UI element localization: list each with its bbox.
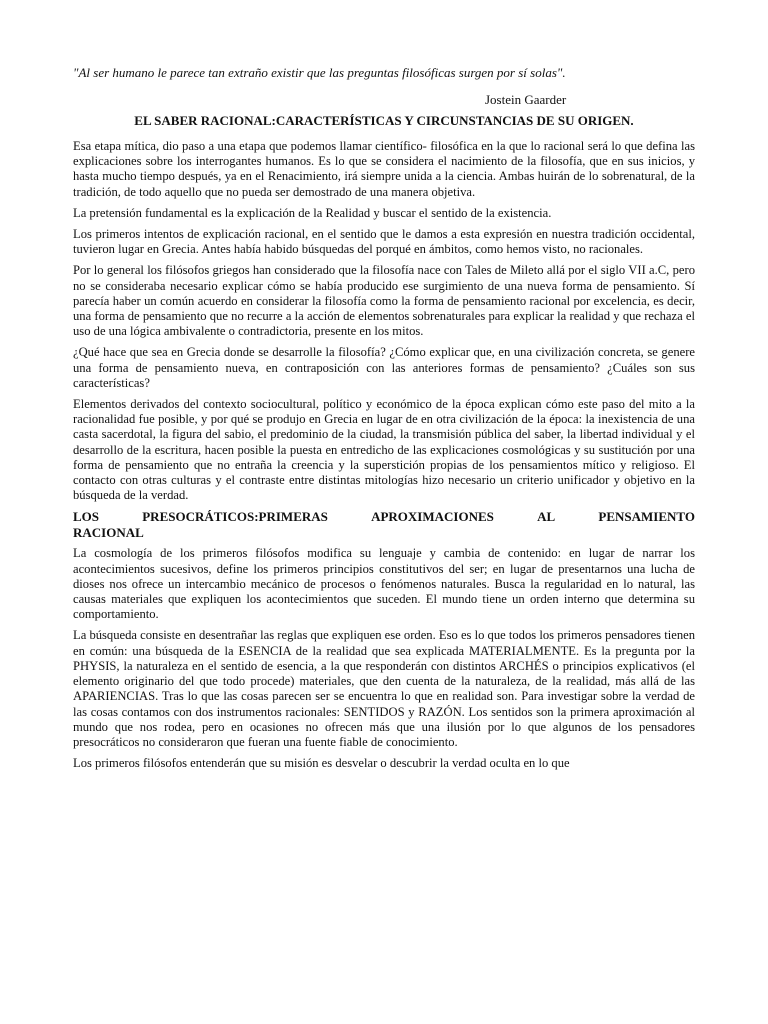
epigraph-author: Jostein Gaarder [485,92,567,107]
paragraph: Los primeros intentos de explicación racional, en el sentido que le damos a esta expresión en nuestra tradición occidental, tuvieron lugar en Grecia. Antes había habido búsquedas del porqué en ámbitos, como hemos visto, no racionales. [73,227,695,257]
section-heading [73,509,695,540]
epigraph-quote: "Al ser humano le parece tan extraño existir que las preguntas filosóficas surgen por sí solas". [73,65,566,80]
heading-word: PRESOCRÁTICOS:PRIMERAS [142,509,328,525]
document-title: EL SABER RACIONAL:CARACTERÍSTICAS Y CIRCUNSTANCIAS DE SU ORIGEN. [134,113,634,128]
heading-word: PENSAMIENTO [598,509,695,525]
heading-tail: RACIONAL [73,524,144,540]
heading-word: LOS [73,509,100,525]
section-heading-line [73,509,695,525]
heading-word: AL [537,509,556,525]
paragraph: La pretensión fundamental es la explicación de la Realidad y buscar el sentido de la existencia. [73,205,552,220]
heading-word: APROXIMACIONES [371,509,494,525]
document-page [73,64,695,777]
paragraph: Los primeros filósofos entenderán que su misión es desvelar o descubrir la verdad oculta en lo que [73,756,570,771]
paragraph: ¿Qué hace que sea en Grecia donde se desarrolle la filosofía? ¿Cómo explicar que, en una civilización concreta, se genere una forma de pensamiento nueva, en contraposición con las anteriores formas de pensamiento? ¿Cuáles son sus características? [73,345,695,390]
paragraph: Por lo general los filósofos griegos han considerado que la filosofía nace con Tales de Mileto allá por el siglo VII a.C, pero no se consideraba necesario explicar cómo se había producido ese surgimiento de una nueva forma de pensamiento. Sí parecía haber un común acuerdo en considerar la filosofía como la forma de pensamiento racional por excelencia, es decir, una forma de pensamiento que no recurre a la acción de elementos sobrenaturales para explicar la realidad y que rechaza el uso de una lógica ambivalente o contradictoria, presente en los mitos. [73,263,695,339]
paragraph: La cosmología de los primeros filósofos modifica su lenguaje y cambia de contenido: en lugar de narrar los acontecimientos sucesivos, define los primeros principios constitutivos del ser; en lugar de presentarnos una lucha de dioses nos ofrece un intercambio mecánico de procesos o fenómenos naturales. Busca la regularidad en lo natural, las causas materiales que expliquen los acontecimientos que suceden. El mundo tiene un orden interno que determina su comportamiento. [73,546,695,622]
paragraph: La búsqueda consiste en desentrañar las reglas que expliquen ese orden. Eso es lo que todos los primeros pensadores tienen en común: una búsqueda de la ESENCIA de la realidad que sea explicada MATERIALMENTE. Es la pregunta por la PHYSIS, la naturaleza en el sentido de esencia, a la que responderán con distintos ARCHÉS o principios explicativos (el elemento originario del que todo procede) materiales, que den cuenta de la naturaleza, de la realidad, más allá de las APARIENCIAS. Tras lo que las cosas parecen ser se encuentra lo que en realidad son. Para investigar sobre la verdad de las cosas contamos con dos instrumentos racionales: SENTIDOS y RAZÓN. Los sentidos son la primera aproximación al mundo que nos rodea, pero en ocasiones no ofrecen más que una ilusión por lo que algunos de los pensadores presocráticos no consideraron que fueran una fuente fiable de conocimiento. [73,628,695,749]
paragraph: Esa etapa mítica, dio paso a una etapa que podemos llamar científico- filosófica en la que lo racional será lo que defina las explicaciones sobre los interrogantes humanos. Es lo que se considera el nacimiento de la filosofía, que en sus inicios, y hasta mucho tiempo después, ya en el Renacimiento, irá siempre unida a la ciencia. Ambas huirán de lo sobrenatural, de la tradición, de todo aquello que no pueda ser demostrado de una manera objetiva. [73,139,695,199]
paragraph: Elementos derivados del contexto sociocultural, político y económico de la época explican cómo este paso del mito a la racionalidad fue posible, y por qué se produjo en Grecia en lugar de en otra civilización de la época: la inexistencia de una casta sacerdotal, la figura del sabio, el predominio de la ciudad, la transmisión pública del saber, la libertad individual y el desarrollo de la escritura, hacen posible la puesta en entredicho de las explicaciones cosmológicas y su sustitución por una forma de pensamiento que no entraña la creencia y la superstición propias de los pensamientos mítico y religioso. El contacto con otras culturas y el contraste entre distintas mitologías hizo necesario un criterio unificador y objetivo en la búsqueda de la verdad. [73,397,695,503]
